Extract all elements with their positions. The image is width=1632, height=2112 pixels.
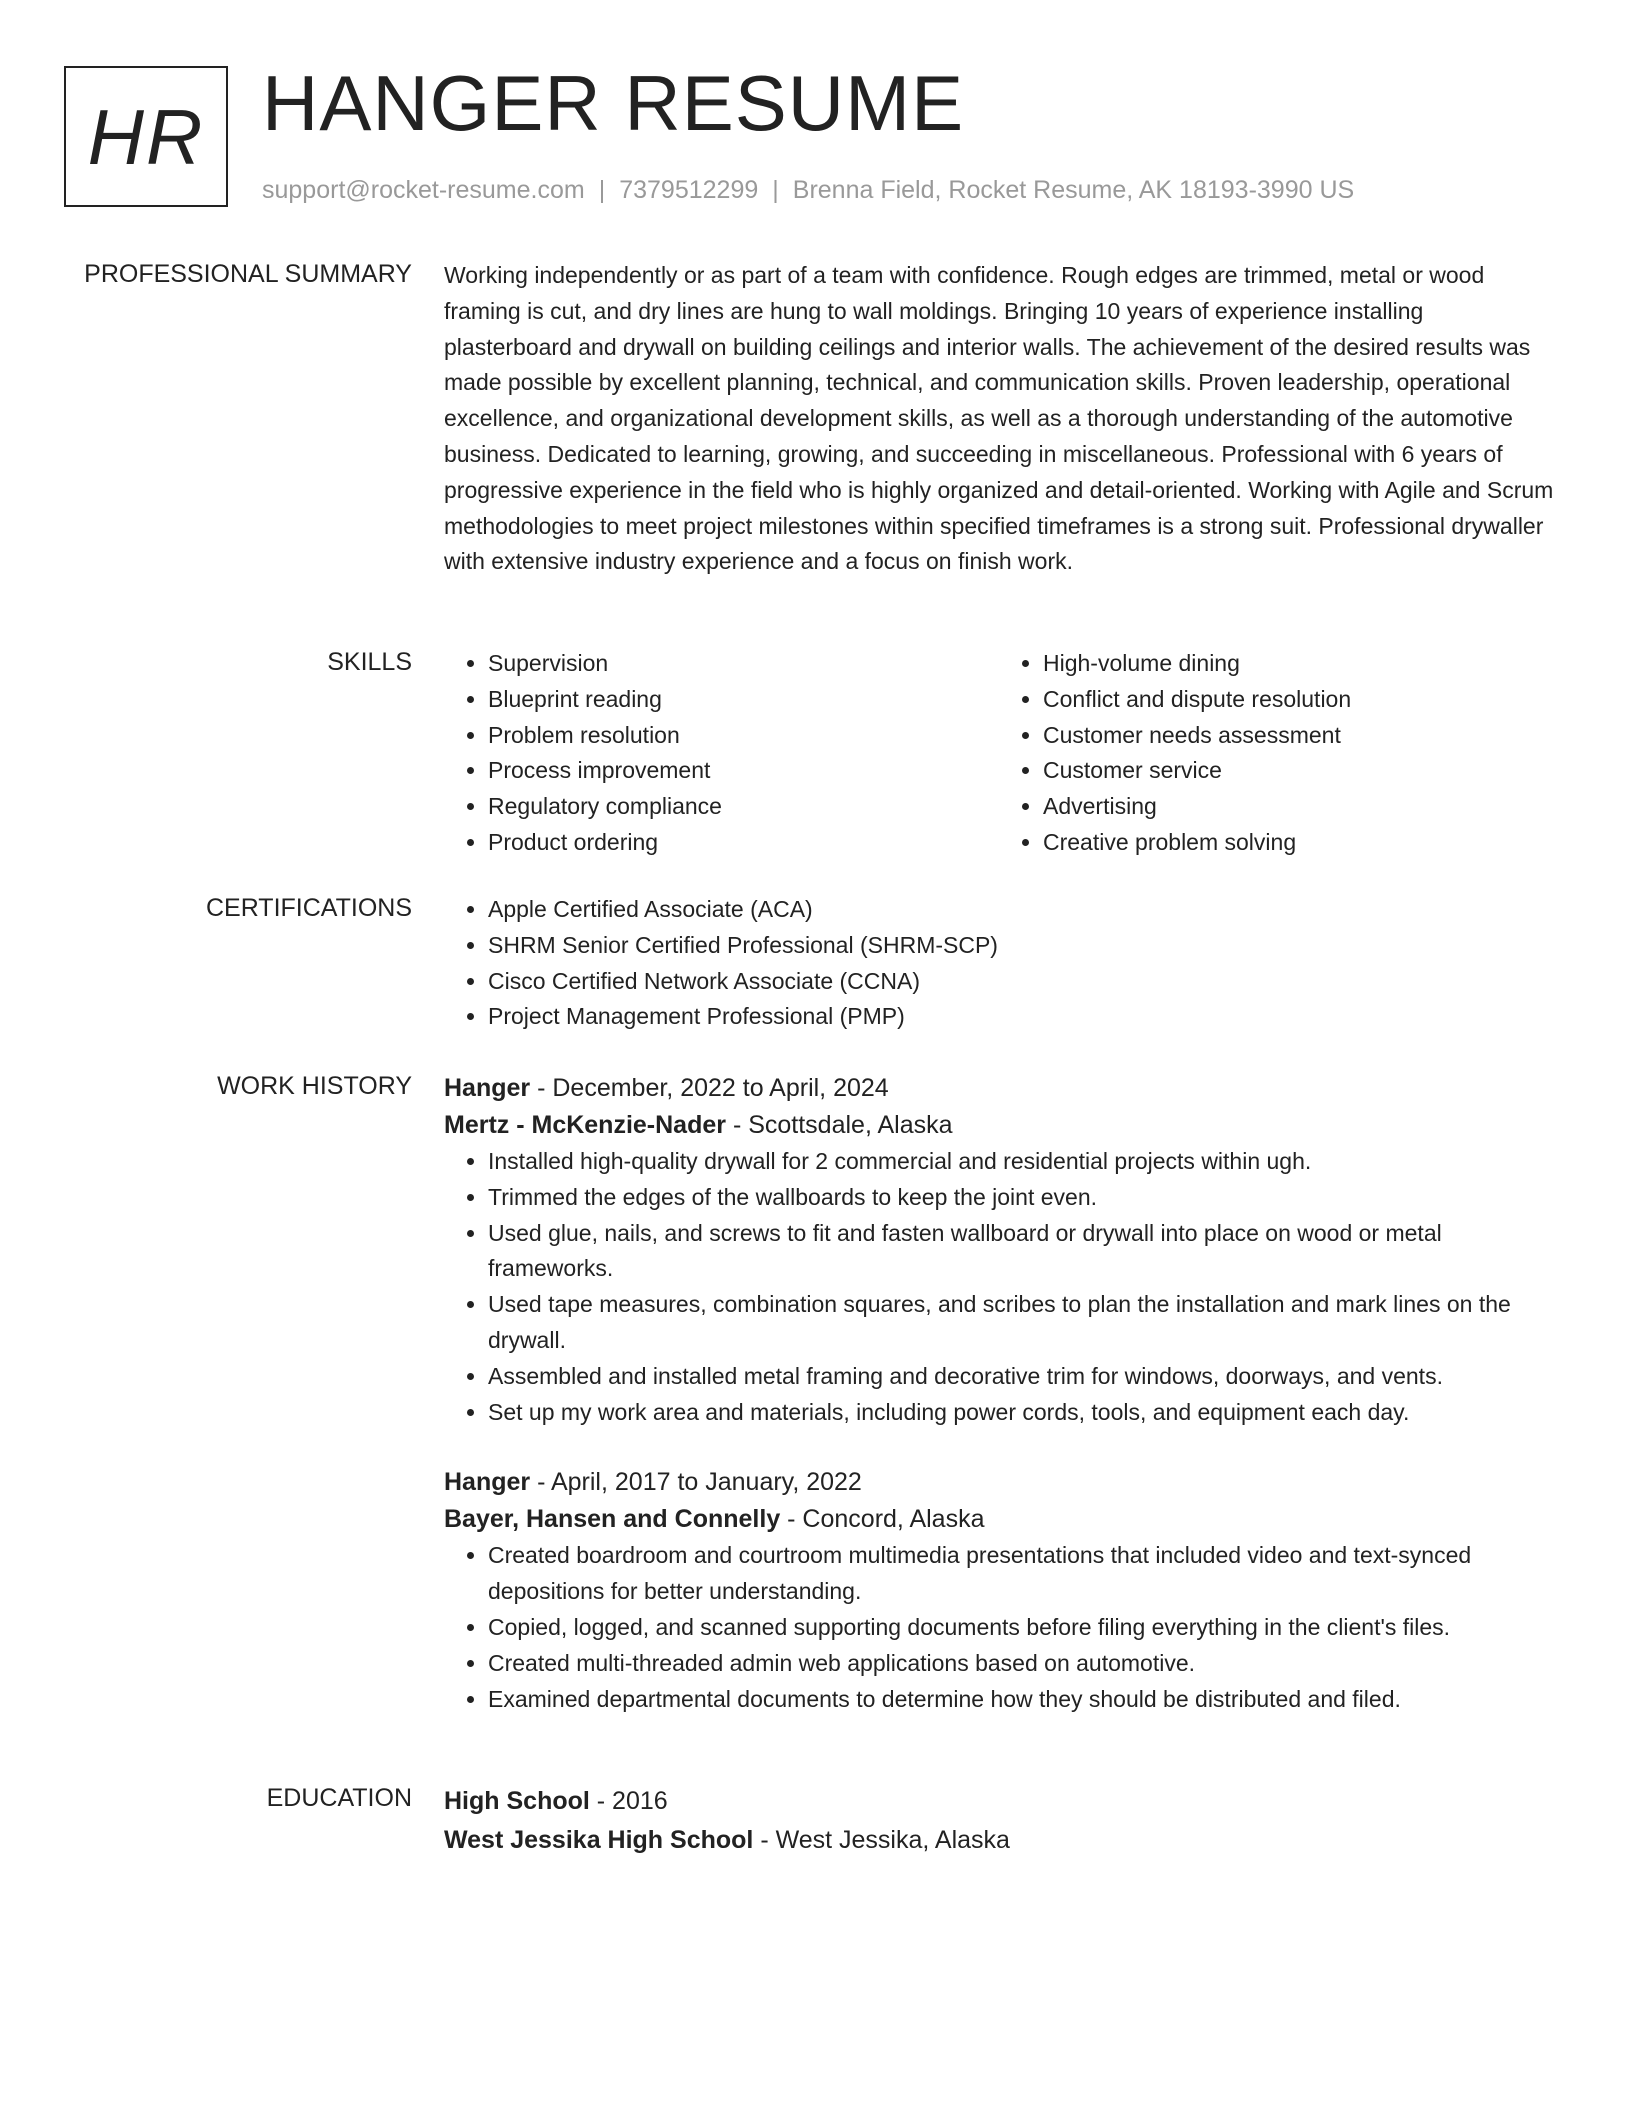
job-entry bbox=[444, 1464, 1554, 1717]
contact-separator: | bbox=[598, 176, 606, 204]
job-company-line bbox=[444, 1501, 1554, 1538]
monogram-initials: HR bbox=[87, 92, 205, 181]
skill-item: • Advertising bbox=[1043, 789, 1554, 825]
summary-text: Working independently or as part of a team with confidence. Rough edges are trimmed, metal or wood framing is cut, and dry lines are hung to wall moldings. Bringing 10 years of experience installing plasterboard and drywall on building ceilings and interior walls. The achievement of the desired results was made possible by excellent planning, technical, and communication skills. Proven leadership, operational excellence, and organizational development skills, as well as a thorough understanding of the automotive business. Dedicated to learning, growing, and succeeding in miscellaneous. Professional with 6 years of progressive experience in the field who is highly organized and detail-oriented. Working with Agile and Scrum methodologies to meet project milestones within specified timeframes is a strong suit. Professional drywaller with extensive industry experience and a focus on finish work. bbox=[444, 262, 1554, 575]
skill-item: • Product ordering bbox=[488, 825, 999, 861]
certifications-heading: CERTIFICATIONS bbox=[205, 894, 412, 922]
job-duty-item: • Used tape measures, combination squares, and scribes to plan the installation and mark lines on the drywall. bbox=[488, 1287, 1554, 1359]
job-location: - Concord, Alaska bbox=[780, 1505, 985, 1534]
job-duty-item: • Created boardroom and courtroom multimedia presentations that included video and text-synced depositions for better understanding. bbox=[488, 1538, 1554, 1610]
skills-list-right bbox=[999, 646, 1554, 861]
contact-address: Brenna Field, Rocket Resume, AK 18193-3990 US bbox=[792, 176, 1355, 204]
education-degree: High School bbox=[444, 1787, 590, 1815]
skills-heading: SKILLS bbox=[327, 648, 412, 676]
job-company: Bayer, Hansen and Connelly bbox=[444, 1505, 781, 1534]
work-history-heading: WORK HISTORY bbox=[217, 1072, 412, 1100]
education-year: - 2016 bbox=[589, 1787, 668, 1815]
skill-item: • Customer service bbox=[1043, 753, 1554, 789]
job-duty-item: • Copied, logged, and scanned supporting documents before filing everything in the client's files. bbox=[488, 1610, 1554, 1646]
certifications-body bbox=[444, 892, 1554, 1035]
skill-item: • Conflict and dispute resolution bbox=[1043, 682, 1554, 718]
job-title-line bbox=[444, 1070, 1554, 1107]
skill-item: • Blueprint reading bbox=[488, 682, 999, 718]
monogram-box bbox=[64, 66, 228, 207]
certifications-list bbox=[444, 892, 1554, 1035]
job-duties-list bbox=[444, 1144, 1554, 1430]
job-dates: - December, 2022 to April, 2024 bbox=[530, 1074, 889, 1102]
job-title: Hanger bbox=[444, 1074, 531, 1102]
skills-body bbox=[444, 646, 1554, 861]
skill-item: • Problem resolution bbox=[488, 718, 999, 754]
certification-item: • Apple Certified Associate (ACA) bbox=[488, 892, 1554, 928]
job-duty-item: • Examined departmental documents to determine how they should be distributed and filed. bbox=[488, 1682, 1554, 1718]
skill-item: • High-volume dining bbox=[1043, 646, 1554, 682]
job-title: Hanger bbox=[444, 1468, 531, 1497]
job-duty-item: • Set up my work area and materials, including power cords, tools, and equipment each day. bbox=[488, 1395, 1554, 1431]
education-school: West Jessika High School bbox=[444, 1826, 754, 1854]
certification-item: • Project Management Professional (PMP) bbox=[488, 999, 1554, 1035]
job-entry bbox=[444, 1070, 1554, 1430]
contact-separator: | bbox=[772, 176, 779, 204]
education-degree-line bbox=[444, 1782, 1554, 1821]
summary-body bbox=[444, 258, 1554, 580]
contact-line bbox=[262, 175, 1354, 205]
skill-item: • Process improvement bbox=[488, 753, 999, 789]
skill-item: • Customer needs assessment bbox=[1043, 718, 1554, 754]
education-school-line bbox=[444, 1821, 1554, 1860]
education-heading: EDUCATION bbox=[266, 1784, 412, 1812]
work-history-body bbox=[444, 1070, 1554, 1717]
job-duty-item: • Trimmed the edges of the wallboards to keep the joint even. bbox=[488, 1180, 1554, 1216]
skill-item: • Supervision bbox=[488, 646, 999, 682]
job-company: Mertz - McKenzie-Nader bbox=[444, 1111, 726, 1139]
education-location: - West Jessika, Alaska bbox=[753, 1826, 1010, 1854]
job-duty-item: • Created multi-threaded admin web applications based on automotive. bbox=[488, 1646, 1554, 1682]
job-location: - Scottsdale, Alaska bbox=[726, 1111, 953, 1139]
education-body bbox=[444, 1782, 1554, 1860]
certification-item: • Cisco Certified Network Associate (CCNA) bbox=[488, 964, 1554, 1000]
contact-phone: 7379512299 bbox=[619, 176, 759, 204]
skill-item: • Creative problem solving bbox=[1043, 825, 1554, 861]
job-duty-item: • Used glue, nails, and screws to fit and fasten wallboard or drywall into place on wood or metal frameworks. bbox=[488, 1216, 1554, 1288]
job-duty-item: • Assembled and installed metal framing and decorative trim for windows, doorways, and vents. bbox=[488, 1359, 1554, 1395]
job-dates: - April, 2017 to January, 2022 bbox=[530, 1468, 862, 1497]
job-duties-list bbox=[444, 1538, 1554, 1717]
certification-item: • SHRM Senior Certified Professional (SHRM-SCP) bbox=[488, 928, 1554, 964]
skills-list-left bbox=[444, 646, 999, 861]
resume-name: HANGER RESUME bbox=[262, 59, 965, 147]
job-title-line bbox=[444, 1464, 1554, 1501]
job-company-line bbox=[444, 1107, 1554, 1144]
skill-item: • Regulatory compliance bbox=[488, 789, 999, 825]
contact-email: support@rocket-resume.com bbox=[262, 176, 585, 204]
summary-heading: PROFESSIONAL SUMMARY bbox=[84, 260, 412, 288]
job-duty-item: • Installed high-quality drywall for 2 commercial and residential projects within ugh. bbox=[488, 1144, 1554, 1180]
